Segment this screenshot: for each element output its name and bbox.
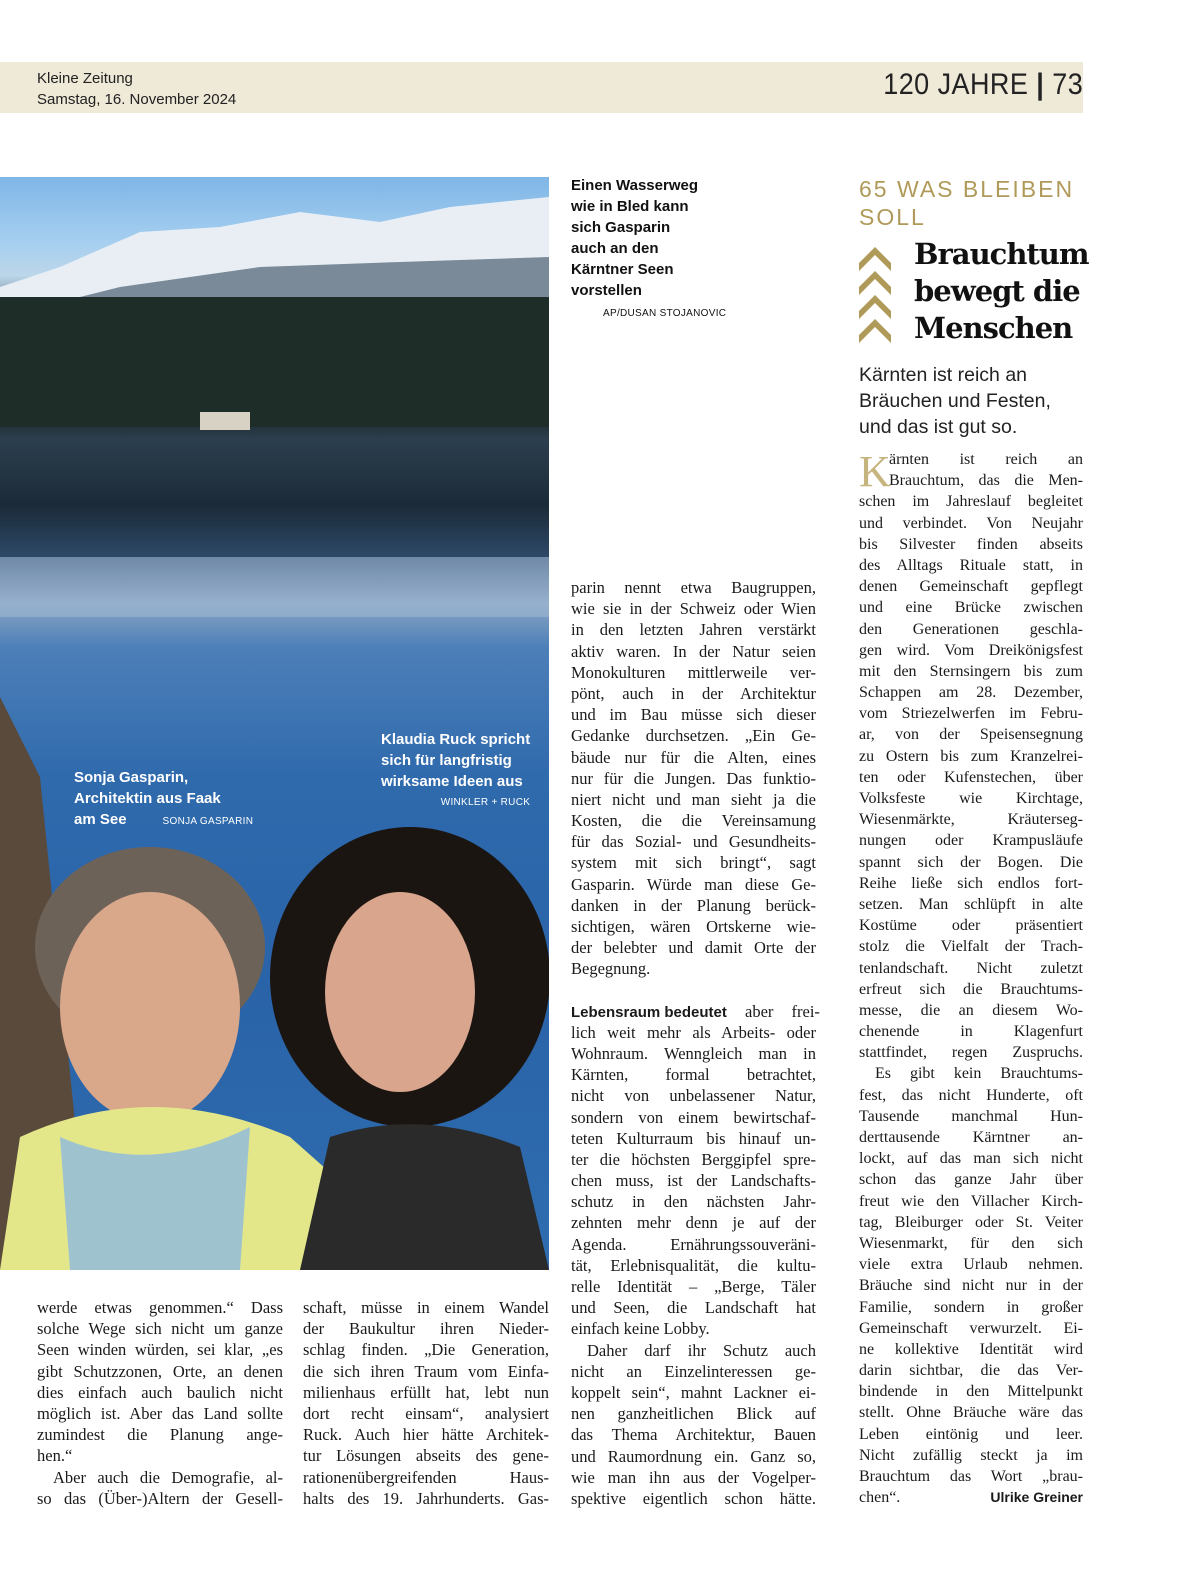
subhead-line: Kärnten ist reich an [859, 364, 1028, 386]
text-line: Kostüme oder präsentiert [859, 917, 1083, 935]
text-line: Tausende manchmal Hun- [859, 1107, 1083, 1125]
article-column-1 [37, 1297, 283, 1509]
text-line: Ruck. Auch hier hätte Architek- [303, 1425, 549, 1445]
text-line: schaft, müsse in einem Wandel [303, 1298, 549, 1317]
subhead-line: Bräuchen und Festen, [859, 390, 1051, 412]
text-line: schlag finden. „Die Generation, [303, 1340, 549, 1360]
section-page [883, 68, 1083, 102]
text-line: lockt, auf das man sich nicht [859, 1150, 1083, 1168]
text-span: chen“. [859, 1489, 901, 1507]
text-line: der belebter und damit Orte der [571, 938, 816, 958]
lead-in: Lebensraum bedeutet [571, 1003, 727, 1021]
article-column-2 [303, 1297, 549, 1509]
text-line: lich weit mehr als Arbeits- oder [571, 1022, 816, 1042]
text-line: stattfindet, regen Zuspruchs. [859, 1044, 1083, 1062]
caption-text: am See [74, 811, 127, 828]
photo-illustration [0, 177, 549, 1270]
text-line: werde etwas genommen.“ Dass [37, 1298, 283, 1317]
text-line: Seen winden würden, sei klar, „es [37, 1340, 283, 1360]
text-line: für das Sozial- und Gesundheits- [571, 832, 816, 852]
caption-line: auch an den [571, 240, 659, 257]
headline-line: bewegt die [914, 274, 1080, 308]
text-line: Gemeinschaft verwurzelt. Ei- [859, 1319, 1083, 1337]
caption-gasparin [74, 767, 253, 832]
headline [914, 236, 1089, 347]
text-line: mit den Sternsingern bis zum [859, 662, 1083, 680]
sidebar-article [859, 449, 1083, 1508]
text-line: einfach keine Lobby. [571, 1319, 710, 1339]
kicker [859, 175, 1074, 231]
text-line: und Seen, die Landschaft hat [571, 1298, 816, 1318]
text-line: dies einfach auch baulich nicht [37, 1382, 283, 1402]
caption-line [74, 809, 253, 832]
text-line: niert nicht und man sieht ja die [571, 789, 816, 809]
text-line: Brauchtum, das die Men- [889, 472, 1083, 490]
text-line: wie sie in der Schweiz oder Wien [571, 599, 816, 619]
text-line: denen Gemeinschaft gepflegt [859, 578, 1083, 596]
subheadline [859, 362, 1051, 440]
text-line: Gasparin. Würde man diese Ge- [571, 874, 816, 894]
text-line: nen ganzheitlichen Blick auf [571, 1404, 816, 1424]
text-line: ter die höchsten Berggipfel spre- [571, 1149, 816, 1169]
caption-line: Einen Wasserweg [571, 177, 698, 194]
text-line: die sich ihren Traum vom Einfa- [303, 1361, 549, 1381]
text-line: tur Lösungen abseits des gene- [303, 1446, 549, 1466]
text-line: rationenübergreifenden Haus- [303, 1467, 549, 1487]
text-line: pönt, auch in der Architektur [571, 683, 816, 703]
caption-line: sich für langfristig [381, 752, 512, 769]
text-line: schon das ganze Jahr über [859, 1171, 1083, 1189]
text-line: und Raumordnung ein. Ganz so, [571, 1446, 816, 1466]
masthead [37, 68, 236, 110]
text-line: Es gibt kein Brauchtums- [875, 1065, 1083, 1083]
text-line: und eine Brücke zwischen [859, 599, 1083, 617]
text-line: möglich ist. Aber das Land sollte [37, 1403, 283, 1423]
page-number: 73 [1052, 68, 1083, 101]
text-line: messe, die an diesem Wo- [859, 1001, 1083, 1019]
section-title: 120 JAHRE [883, 68, 1029, 101]
text-line: Reihe ließe sich endlos fort- [859, 874, 1083, 892]
caption-line: sich Gasparin [571, 219, 671, 236]
text-line: freut wie den Villacher Kirch- [859, 1192, 1083, 1210]
text-line: zu Ostern bis zum Kranzelrei- [859, 747, 1083, 765]
text-line: danken in der Planung berück- [571, 895, 816, 915]
issue-date: Samstag, 16. November 2024 [37, 91, 237, 108]
caption-line: Architektin aus Faak [74, 790, 221, 807]
photo-credit: SONJA GASPARIN [162, 816, 254, 827]
forest [0, 297, 549, 427]
text-line [571, 1001, 820, 1022]
caption-line: vorstellen [571, 282, 642, 299]
caption-line: Sonja Gasparin, [74, 769, 189, 786]
text-line: fest, das nicht Hunderte, oft [859, 1086, 1083, 1104]
text-line: und im Bau müsse sich dieser [571, 705, 816, 725]
separator: | [1036, 68, 1045, 101]
caption-line: wie in Bled kann [571, 198, 689, 215]
text-line: Schappen am 28. Dezember, [859, 684, 1083, 702]
text-line: chenende in Klagenfurt [859, 1023, 1083, 1041]
text-line: tenlandschaft. Nicht zuletzt [859, 959, 1083, 977]
caption-line: Klaudia Ruck spricht [381, 731, 531, 748]
text-line: Daher darf ihr Schutz auch [587, 1340, 816, 1360]
text-line: system mit sich bringt“, sagt [571, 853, 816, 873]
text-line: Agenda. Ernährungssouveräni- [571, 1234, 816, 1254]
text-line: des Alltags Rituale statt, in [859, 556, 1083, 574]
text-line: erfreut sich die Brauchtums- [859, 980, 1083, 998]
caption-line: Kärntner Seen [571, 261, 674, 278]
text-line: sondern von einem bewirtschaf- [571, 1107, 816, 1127]
text-line: milienhaus erfüllt hat, lebt nun [303, 1382, 549, 1402]
text-line: nungen oder Krampusläufe [859, 832, 1083, 850]
text-span: aber frei- [726, 1001, 820, 1021]
text-line: teten Kulturraum bis hinauf un- [571, 1128, 816, 1148]
text-line: nur für die Jungen. Das funktio- [571, 768, 816, 788]
text-line: Brauchtum das Wort „brau- [859, 1468, 1083, 1485]
text-line: so das (Über-)Altern der Gesell- [37, 1488, 283, 1508]
text-line: bindende in den Mittelpunkt [859, 1383, 1083, 1401]
text-line: parin nennt etwa Baugruppen, [571, 578, 816, 597]
text-line: und verbindet. Von Neujahr [859, 514, 1083, 532]
text-line: ärnten ist reich an [889, 451, 1083, 468]
text-line: ne kollektive Identität wird [859, 1340, 1083, 1358]
headline-line: Brauchtum [914, 237, 1089, 271]
text-line: tät, Erlebnisqualität, die kultu- [571, 1255, 816, 1275]
text-line: gen wird. Vom Dreikönigsfest [859, 641, 1083, 659]
text-line: sichtigen, wären Ortskerne wie- [571, 917, 816, 936]
lake-reflection [0, 557, 549, 617]
text-line: Wohnraum. Wenngleich man in [571, 1043, 816, 1063]
ruck-face [325, 892, 475, 1092]
photo-credit: WINKLER + RUCK [440, 797, 531, 808]
text-line: chen muss, ist der Landschafts- [571, 1171, 816, 1191]
text-line: den Generationen geschla- [859, 620, 1083, 638]
text-line: hen.“ [37, 1446, 73, 1466]
text-line: Wiesenmärkte, Kräuterseg- [859, 811, 1083, 829]
text-line: stolz die Vielfalt der Trach- [859, 938, 1083, 956]
text-line: derttausende Kärntner an- [859, 1129, 1083, 1146]
house [200, 412, 250, 430]
text-line: nicht an Einzelinteressen ge- [571, 1361, 816, 1381]
text-line: Kosten, die die Vereinsamung [571, 811, 816, 831]
text-line: Wiesenmarkt, für den sich [859, 1234, 1083, 1252]
text-line: das Thema Architektur, Bauen [571, 1425, 816, 1445]
text-line: zumindest die Planung ange- [37, 1425, 283, 1445]
text-line: Gedanke durchsetzen. „Ein Ge- [571, 726, 816, 746]
text-line: schen im Jahreslauf begleitet [859, 493, 1083, 511]
text-line: relle Identität – „Berge, Täler [571, 1277, 816, 1296]
kicker-line: 65 WAS BLEIBEN [859, 176, 1075, 202]
text-line: Familie, sondern in großer [859, 1298, 1083, 1316]
text-line: aktiv waren. In der Natur seien [571, 641, 816, 661]
text-line: solche Wege sich nicht um ganze [37, 1319, 283, 1339]
text-line: ten oder Kufenstechen, über [859, 768, 1083, 786]
text-line: in den letzten Jahren verstärkt [571, 620, 816, 640]
paper-name: Kleine Zeitung [37, 70, 133, 87]
caption-ruck [381, 729, 530, 813]
text-line: Volksfeste wie Kirchtage, [859, 790, 1083, 807]
text-line: koppelt sein“, mahnt Lackner ei- [571, 1382, 816, 1402]
headline-line: Menschen [914, 311, 1073, 345]
ruck-shirt [300, 1124, 549, 1270]
gasparin-face [60, 892, 240, 1122]
text-line: Kärnten, formal betrachtet, [571, 1065, 816, 1085]
chevron-up-icon [859, 245, 891, 345]
author-byline: Ulrike Greiner [990, 1489, 1083, 1506]
article-column-3 [571, 577, 820, 1509]
photo-credit: AP/DUSAN STOJANOVIC [603, 308, 727, 319]
text-line: nicht von unbelassener Natur, [571, 1086, 816, 1106]
bled-caption [571, 175, 726, 324]
text-line: Nicht zufällig steckt ja im [859, 1446, 1083, 1464]
text-line: schutz in den nächsten Jahr- [571, 1192, 816, 1212]
text-line: Aber auch die Demografie, al- [53, 1467, 283, 1487]
subhead-line: und das ist gut so. [859, 416, 1018, 438]
text-line: darin sichtbar, die das Ver- [859, 1362, 1083, 1380]
text-line: ar, von der Speisensegnung [859, 726, 1083, 744]
text-line: zehnten mehr denn je auf der [571, 1213, 816, 1233]
paragraph-gap [571, 980, 816, 1001]
text-line: der Baukultur ihren Nieder- [303, 1319, 549, 1339]
caption-line: wirksame Ideen aus [381, 773, 523, 790]
text-line: vom Striezelwerfen im Febru- [859, 705, 1083, 723]
text-line: Leben eintönig und leer. [859, 1425, 1083, 1443]
text-line: Bräuche sind nicht nur in der [859, 1277, 1083, 1295]
text-line: tag, Bleiburger oder St. Veiter [859, 1213, 1083, 1231]
lake-bled-photo [0, 177, 549, 1270]
text-line: dort recht einsam“, analysiert [303, 1403, 549, 1423]
text-line: viele extra Urlaub nehmen. [859, 1256, 1083, 1274]
text-line: gibt Schutzzonen, Orte, an denen [37, 1361, 283, 1381]
text-line: setzen. Man schlüpft in alte [859, 895, 1083, 913]
text-line: spannt sich der Bogen. Die [859, 853, 1083, 871]
text-line: spektive eigentlich schon hätte. [571, 1488, 816, 1508]
text-line: stellt. Ohne Bräuche wäre das [859, 1404, 1083, 1422]
text-line: halts des 19. Jahrhunderts. Gas- [303, 1488, 549, 1508]
text-line: Monokulturen mittlerweile ver- [571, 662, 816, 682]
text-line: bis Silvester finden abseits [859, 535, 1083, 553]
drop-cap: K [859, 447, 891, 496]
text-line [859, 1487, 1083, 1508]
kicker-line: SOLL [859, 204, 926, 230]
text-line: bäude nur für die Alten, eines [571, 747, 816, 767]
text-line: Begegnung. [571, 959, 651, 979]
text-line: wie man ihn aus der Vogelper- [571, 1467, 816, 1487]
